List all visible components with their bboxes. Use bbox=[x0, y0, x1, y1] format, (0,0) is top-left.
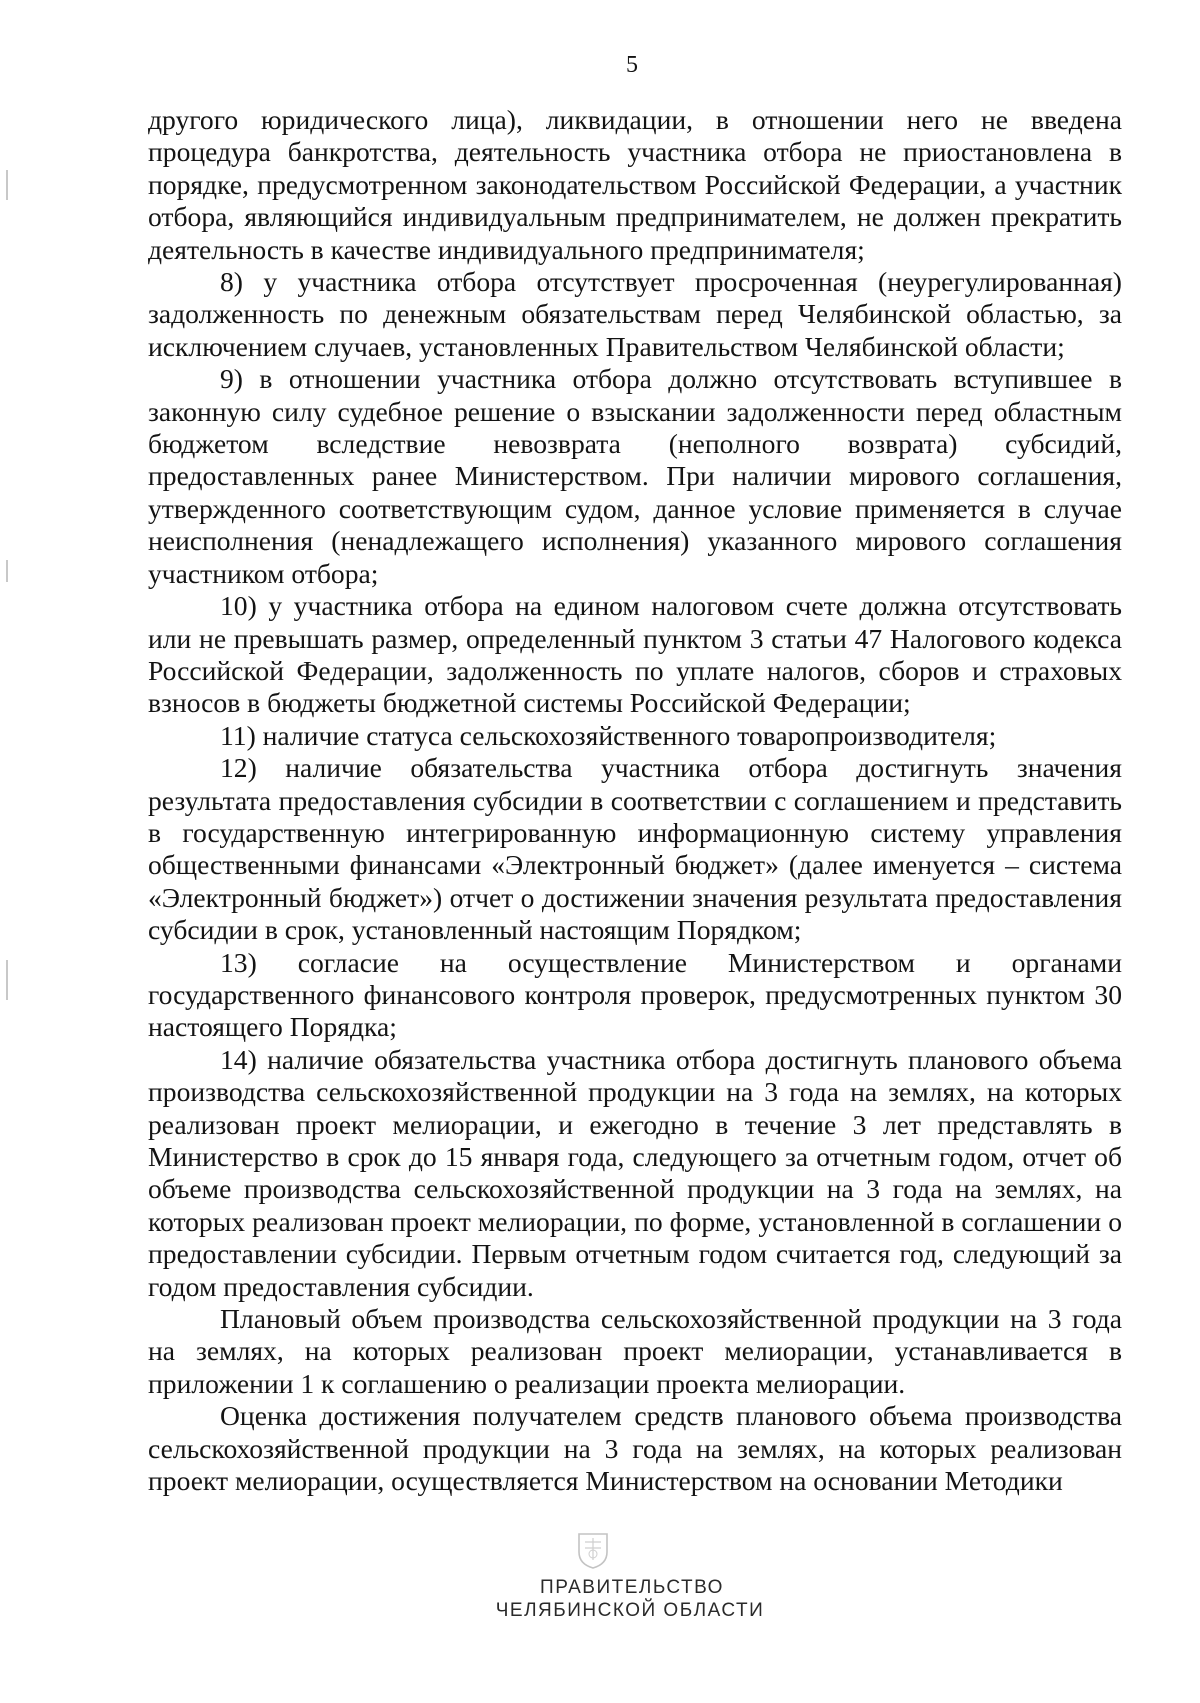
document-body bbox=[148, 104, 1122, 1497]
paragraph: 8) у участника отбора отсутствует просроченная (неурегулированная) задолженность по денежным обязательствам перед Челябинской областью, за исключением случаев, установленных Правительством Челябинской области; bbox=[148, 266, 1122, 362]
page-number: 5 bbox=[626, 52, 638, 78]
paragraph: 13) согласие на осуществление Министерством и органами государственного финансового контроля проверок, предусмотренных пунктом 30 настоящего Порядка; bbox=[148, 946, 1122, 1043]
paragraph: 14) наличие обязательства участника отбора достигнуть планового объема производства сельскохозяйственной продукции на 3 года на землях, на которых реализован проект мелиорации, и ежегодно в течение 3 лет представлять в Министерство в срок до 15 января года, следующего за отчетным годом, отчет об объеме производства сельскохозяйственной продукции на 3 года на землях, на которых реализован проект мелиорации, по форме, установленной в соглашении о предоставлении субсидии. Первым отчетным годом считается год, следующий за годом предоставления субсидии. bbox=[148, 1043, 1122, 1302]
paragraph: Плановый объем производства сельскохозяйственной продукции на 3 года на землях, на которых реализован проект мелиорации, устанавливается в приложении 1 к соглашению о реализации проекта мелиорации. bbox=[148, 1303, 1122, 1399]
government-stamp bbox=[0, 1576, 1200, 1622]
paragraph: 12) наличие обязательства участника отбора достигнуть значения результата предоставления субсидии в соответствии с соглашением и представить в государственную интегрированную информационную систему управления общественными финансами «Электронный бюджет» (далее именуется – система «Электронный бюджет») отчет о достижении значения результата предоставления субсидии в срок, установленный настоящим Порядком; bbox=[148, 752, 1122, 946]
paragraph: 11) наличие статуса сельскохозяйственного товаропроизводителя; bbox=[220, 719, 997, 751]
paragraph: 10) у участника отбора на едином налоговом счете должна отсутствовать или не превышать размер, определенный пунктом 3 статьи 47 Налогового кодекса Российской Федерации, задолженность по уплате налогов, сборов и страховых взносов в бюджеты бюджетной системы Российской Федерации; bbox=[148, 590, 1122, 719]
scan-margin-artifacts bbox=[2, 0, 14, 1698]
stamp-line-1: ПРАВИТЕЛЬСТВО bbox=[540, 1577, 724, 1598]
coat-of-arms-icon bbox=[576, 1530, 610, 1570]
paragraph: другого юридического лица), ликвидации, в отношении него не введена процедура банкротства, деятельность участника отбора не приостановлена в порядке, предусмотренном законодательством Российской Федерации, а участник отбора, являющийся индивидуальным предпринимателем, не должен прекратить деятельность в качестве индивидуального предпринимателя; bbox=[148, 104, 1122, 265]
paragraph: 9) в отношении участника отбора должно отсутствовать вступившее в законную силу судебное решение о взыскании задолженности перед областным бюджетом вследствие невозврата (неполного возврата) субсидий, предоставленных ранее Министерством. При наличии мирового соглашения, утвержденного соответствующим судом, данное условие применяется в случае неисполнения (ненадлежащего исполнения) указанного мирового соглашения участником отбора; bbox=[148, 363, 1122, 589]
stamp-line-2: ЧЕЛЯБИНСКОЙ ОБЛАСТИ bbox=[495, 1600, 765, 1621]
paragraph: Оценка достижения получателем средств планового объема производства сельскохозяйственной продукции на 3 года на землях, на которых реализован проект мелиорации, осуществляется Министерством на основании Методики bbox=[148, 1400, 1122, 1497]
